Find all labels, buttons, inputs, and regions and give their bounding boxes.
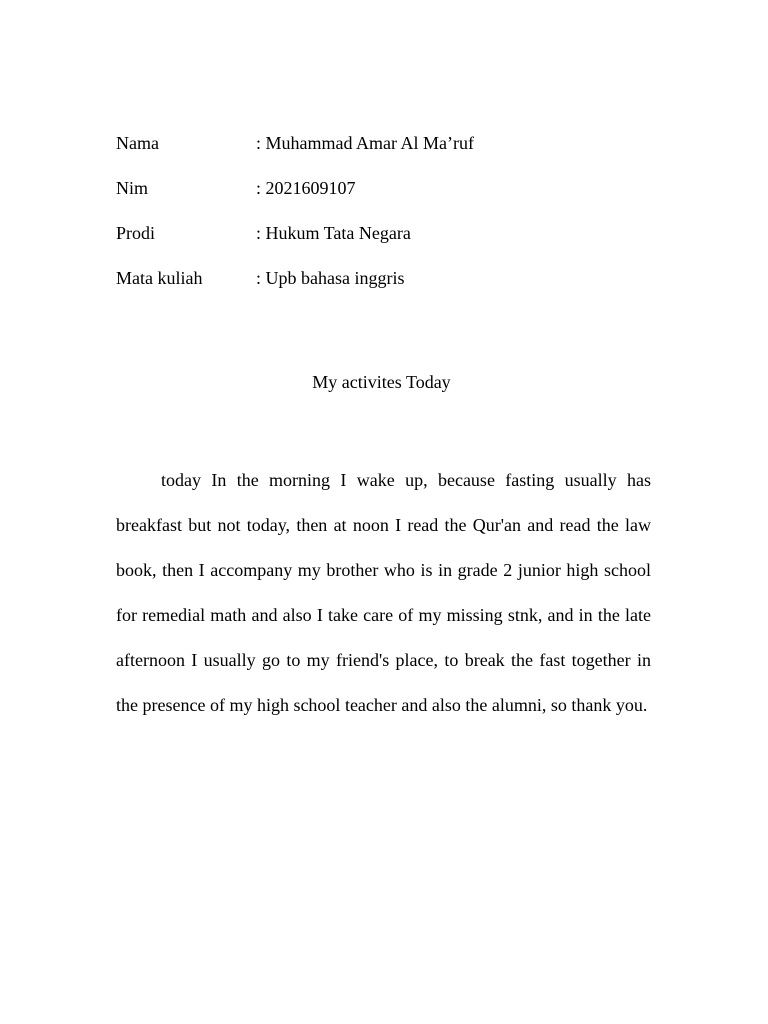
info-label: Nama: [116, 133, 159, 153]
info-value: : Upb bahasa inggris: [256, 268, 405, 288]
info-value: : 2021609107: [256, 178, 356, 198]
essay-paragraph: today In the morning I wake up, because fasting usually has breakfast but not today, then at noon I read the Qur'an and read the law book, then I accompany my brother who is in grade 2 junior high school for remedial math and also I take care of my missing stnk, and in the late afternoon I usually go to my friend's place, to break the fast together in the presence of my high school teacher and also the alumni, so thank you.: [116, 470, 651, 715]
info-label: Prodi: [116, 223, 156, 243]
info-row-prodi: [116, 221, 656, 266]
info-label: Nim: [116, 178, 149, 198]
info-row-nama: [116, 131, 656, 176]
info-row-mata-kuliah: [116, 266, 656, 311]
info-value: : Hukum Tata Negara: [256, 223, 411, 243]
essay-title: My activites Today: [312, 372, 451, 392]
student-info-table: [116, 131, 656, 311]
info-row-nim: [116, 176, 656, 221]
info-value: : Muhammad Amar Al Ma’ruf: [256, 133, 474, 153]
info-label: Mata kuliah: [116, 268, 203, 288]
